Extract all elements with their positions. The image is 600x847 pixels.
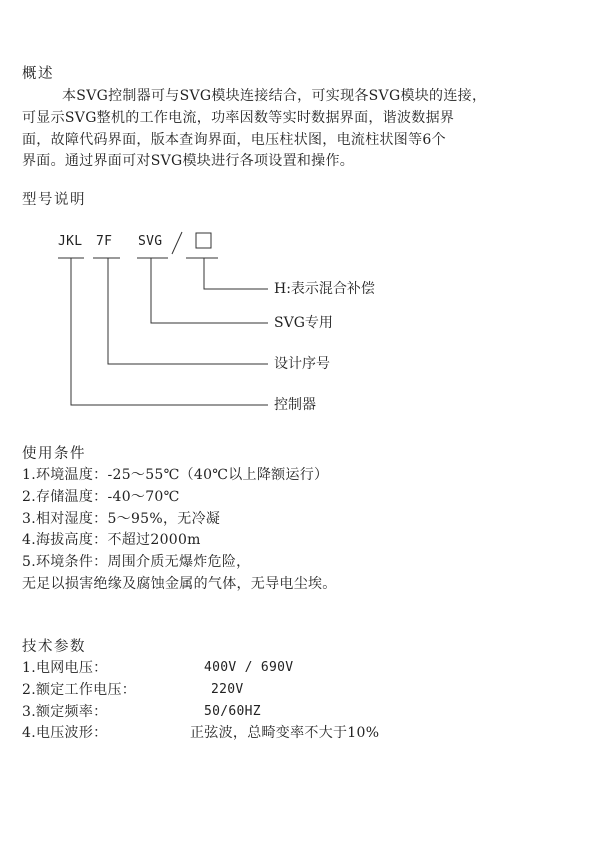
condition-item: 1.环境温度：-25～55℃（40℃以上降额运行） bbox=[22, 467, 329, 483]
code-part-svg: SVG bbox=[138, 234, 163, 249]
label-design-no: 设计序号 bbox=[274, 356, 330, 372]
spec-value: 正弦波，总畸变率不大于10% bbox=[190, 725, 380, 741]
condition-item: 5.环境条件：周围介质无爆炸危险， bbox=[22, 554, 251, 570]
slash-mark bbox=[172, 232, 182, 254]
conditions-heading: 使用条件 bbox=[22, 446, 86, 462]
code-part-jkl: JKL bbox=[58, 234, 83, 249]
spec-label: 4.电压波形： bbox=[22, 725, 108, 741]
blank-box bbox=[196, 233, 211, 248]
overview-line: 可显示SVG整机的工作电流，功率因数等实时数据界面，谐波数据界 bbox=[22, 110, 455, 126]
label-svg-dedicated: SVG专用 bbox=[274, 315, 333, 331]
leader-h bbox=[204, 258, 268, 289]
spec-value: 50/60HZ bbox=[204, 704, 261, 719]
model-heading: 型号说明 bbox=[22, 192, 86, 208]
specs-heading: 技术参数 bbox=[22, 639, 86, 655]
overview-line: 面，故障代码界面，版本查询界面，电压柱状图，电流柱状图等6个 bbox=[22, 132, 446, 148]
condition-item: 3.相对湿度：5～95%，无冷凝 bbox=[22, 511, 221, 527]
leader-svg bbox=[151, 258, 268, 323]
spec-label: 1.电网电压： bbox=[22, 660, 108, 676]
label-hybrid: H:表示混合补偿 bbox=[274, 281, 375, 297]
label-controller: 控制器 bbox=[274, 397, 316, 413]
spec-label: 3.额定频率： bbox=[22, 704, 108, 720]
condition-item: 4.海拔高度：不超过2000m bbox=[22, 532, 201, 548]
condition-item: 无足以损害绝缘及腐蚀金属的气体，无导电尘埃。 bbox=[22, 576, 337, 592]
spec-value: 400V / 690V bbox=[204, 660, 294, 675]
spec-value: 220V bbox=[211, 682, 244, 697]
overview-line: 界面。通过界面可对SVG模块进行各项设置和操作。 bbox=[22, 153, 355, 169]
overview-line: 本SVG控制器可与SVG模块连接结合，可实现各SVG模块的连接， bbox=[62, 88, 487, 104]
spec-label: 2.额定工作电压： bbox=[22, 682, 137, 698]
code-part-7f: 7F bbox=[96, 234, 113, 249]
condition-item: 2.存储温度：-40～70℃ bbox=[22, 489, 180, 505]
leader-jkl bbox=[71, 258, 268, 405]
overview-heading: 概述 bbox=[22, 66, 54, 82]
leader-7f bbox=[108, 258, 268, 364]
